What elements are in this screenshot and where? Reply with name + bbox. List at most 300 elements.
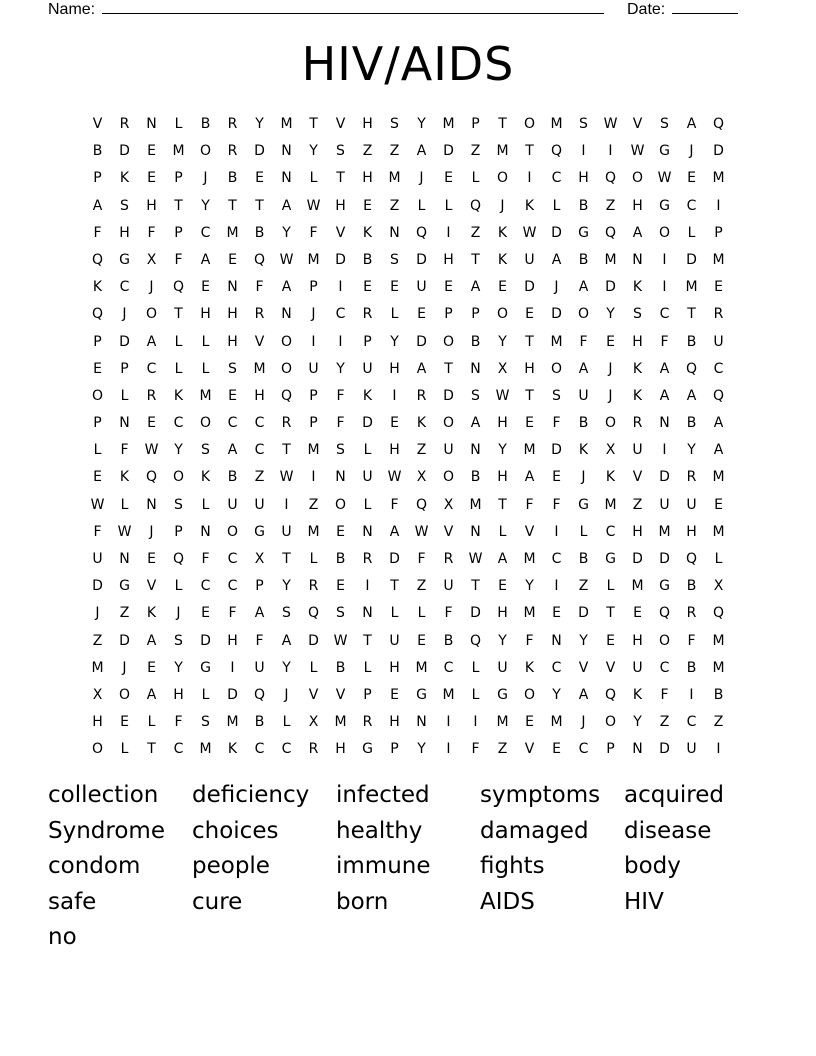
grid-letter: L (309, 551, 318, 567)
grid-letter: L (471, 659, 480, 676)
grid-letter: Z (605, 197, 616, 214)
grid-letter: E (606, 632, 615, 649)
grid-letter: I (554, 523, 559, 540)
grid-letter: F (255, 279, 264, 296)
grid-letter: Z (416, 578, 427, 595)
grid-letter: P (93, 415, 102, 432)
grid-letter: L (120, 387, 129, 404)
grid-letter: U (443, 578, 454, 595)
grid-letter: L (309, 170, 318, 187)
grid-letter: Z (470, 224, 481, 241)
grid-letter: B (470, 469, 481, 486)
grid-letter: G (416, 686, 427, 703)
grid-letter: X (416, 469, 427, 486)
grid-letter: I (446, 224, 451, 241)
grid-letter: A (416, 360, 427, 377)
grid-letter: L (174, 578, 183, 595)
grid-letter: U (686, 496, 697, 513)
grid-letter: Q (91, 251, 104, 268)
grid-letter: T (282, 551, 291, 567)
grid-letter: M (280, 116, 293, 132)
grid-letter: P (606, 741, 615, 758)
grid-letter: C (605, 523, 616, 540)
grid-letter: A (578, 279, 589, 296)
grid-letter: T (228, 197, 237, 214)
grid-letter: L (174, 333, 183, 350)
grid-letter: V (524, 523, 535, 540)
grid-letter: L (471, 170, 480, 187)
grid-letter: O (604, 714, 617, 731)
word-bank-item: AIDS (480, 888, 535, 915)
grid-letter: I (473, 714, 478, 731)
grid-letter: M (469, 496, 482, 513)
grid-letter: E (417, 306, 426, 323)
word-bank-item: symptoms (480, 782, 601, 808)
grid-letter: M (550, 714, 563, 731)
name-label: Name: (48, 1, 96, 18)
grid-letter: X (713, 578, 724, 595)
grid-letter: M (712, 659, 725, 676)
grid-letter: L (552, 197, 561, 214)
grid-letter: Z (659, 714, 670, 731)
grid-letter: X (308, 714, 319, 731)
grid-letter: H (389, 714, 400, 731)
grid-letter: E (552, 605, 561, 622)
grid-letter: I (311, 333, 316, 350)
grid-letter: Q (604, 224, 617, 241)
grid-letter: O (550, 360, 563, 377)
grid-letter: D (443, 387, 454, 404)
grid-letter: O (199, 415, 212, 432)
grid-row (84, 165, 732, 192)
grid-letter: H (443, 251, 454, 268)
date-label: Date: (627, 1, 666, 18)
grid-letter: M (91, 659, 104, 676)
word-bank-item: choices (192, 817, 279, 844)
grid-letter: Y (390, 333, 399, 350)
grid-letter: J (122, 659, 127, 676)
grid-letter: Z (632, 496, 643, 513)
grid-letter: E (390, 686, 399, 703)
grid-letter: H (173, 686, 184, 703)
grid-letter: P (309, 387, 318, 404)
grid-letter: A (416, 143, 427, 160)
grid-letter: D (200, 632, 211, 649)
grid-letter: L (363, 442, 372, 459)
grid-letter: L (201, 686, 210, 703)
grid-letter: U (416, 279, 427, 296)
grid-letter: Q (712, 605, 725, 622)
grid-letter: Z (416, 442, 427, 459)
grid-letter: D (659, 741, 670, 758)
grid-letter: U (92, 551, 103, 567)
grid-letter: C (578, 741, 589, 758)
grid-letter: R (362, 306, 373, 323)
grid-letter: C (227, 415, 238, 432)
grid-letter: X (443, 496, 454, 513)
grid-letter: O (145, 306, 158, 323)
grid-letter: O (172, 469, 185, 486)
grid-row (84, 410, 732, 437)
grid-letter: L (687, 224, 696, 241)
grid-letter: H (632, 197, 643, 214)
grid-letter: Z (578, 578, 589, 595)
grid-letter: U (362, 469, 373, 486)
grid-letter: K (632, 387, 643, 404)
grid-letter: I (662, 442, 667, 459)
grid-letter: A (389, 523, 400, 540)
grid-letter: C (281, 741, 292, 758)
grid-letter: N (335, 469, 346, 486)
grid-letter: H (578, 170, 589, 187)
grid-letter: T (444, 360, 453, 377)
grid-letter: F (687, 632, 696, 649)
grid-letter: U (389, 632, 400, 649)
grid-letter: M (307, 251, 320, 268)
grid-letter: E (93, 469, 102, 486)
grid-row (84, 464, 732, 491)
grid-letter: W (306, 197, 321, 214)
grid-letter: B (335, 551, 346, 567)
grid-letter: O (658, 224, 671, 241)
grid-letter: N (281, 306, 292, 323)
grid-letter: K (497, 224, 508, 241)
word-bank-item: infected (336, 782, 430, 808)
grid-letter: F (417, 551, 426, 567)
grid-letter: L (417, 605, 426, 622)
grid-letter: H (362, 170, 373, 187)
grid-letter: W (414, 523, 429, 540)
grid-letter: W (279, 469, 294, 486)
grid-letter: T (282, 442, 291, 459)
date-blank-line[interactable] (672, 0, 738, 14)
grid-letter: V (308, 686, 319, 703)
grid-letter: E (336, 578, 345, 595)
grid-letter: S (579, 116, 588, 132)
grid-letter: Q (253, 251, 266, 268)
grid-letter: E (336, 523, 345, 540)
grid-letter: L (309, 659, 318, 676)
grid-letter: W (117, 523, 132, 540)
grid-row (84, 274, 732, 301)
grid-letter: I (446, 714, 451, 731)
grid-letter: T (147, 741, 156, 758)
grid-letter: F (471, 741, 480, 758)
grid-row (84, 573, 732, 600)
grid-letter: V (335, 224, 346, 241)
grid-letter: L (93, 442, 102, 459)
grid-letter: L (363, 659, 372, 676)
grid-letter: S (174, 632, 183, 649)
grid-letter: N (470, 360, 481, 377)
grid-letter: K (497, 251, 508, 268)
grid-letter: B (686, 333, 697, 350)
grid-letter: O (226, 523, 239, 540)
word-bank-item: body (624, 853, 681, 880)
grid-letter: F (147, 224, 156, 241)
grid-letter: G (578, 224, 589, 241)
grid-letter: K (632, 686, 643, 703)
word-bank-item: damaged (480, 817, 589, 844)
grid-letter: V (92, 116, 103, 132)
grid-letter: P (93, 333, 102, 350)
grid-letter: R (362, 714, 373, 731)
grid-letter: U (632, 659, 643, 676)
grid-letter: L (498, 523, 507, 540)
grid-row (84, 329, 732, 356)
grid-letter: M (307, 523, 320, 540)
grid-letter: M (334, 714, 347, 731)
grid-letter: F (579, 333, 588, 350)
grid-letter: M (712, 251, 725, 268)
grid-letter: E (120, 714, 129, 731)
grid-letter: H (389, 659, 400, 676)
grid-letter: C (551, 659, 562, 676)
grid-letter: K (227, 741, 238, 758)
grid-letter: I (392, 387, 397, 404)
grid-letter: J (284, 686, 289, 703)
grid-letter: Z (92, 632, 103, 649)
grid-letter: G (119, 251, 130, 268)
grid-letter: A (551, 251, 562, 268)
grid-letter: T (174, 197, 183, 214)
grid-letter: S (228, 360, 237, 377)
grid-letter: D (713, 143, 724, 160)
grid-row (84, 628, 732, 655)
grid-letter: N (362, 523, 373, 540)
grid-letter: Z (119, 605, 130, 622)
grid-letter: V (254, 333, 265, 350)
grid-letter: E (147, 659, 156, 676)
grid-letter: U (713, 333, 724, 350)
grid-letter: V (578, 659, 589, 676)
grid-letter: H (254, 387, 265, 404)
grid-letter: E (363, 279, 372, 296)
grid-letter: P (255, 578, 264, 595)
grid-letter: I (716, 741, 721, 758)
grid-letter: M (442, 116, 455, 132)
grid-row (84, 546, 732, 573)
grid-letter: E (606, 333, 615, 350)
grid-letter: T (606, 605, 615, 622)
word-bank-item: Syndrome (48, 817, 165, 844)
grid-letter: B (335, 659, 346, 676)
grid-letter: M (226, 714, 239, 731)
word-bank-item: acquired (624, 782, 725, 808)
grid-letter: D (119, 632, 130, 649)
grid-letter: G (659, 143, 670, 160)
grid-letter: P (309, 415, 318, 432)
grid-letter: I (365, 578, 370, 595)
grid-letter: B (578, 251, 589, 268)
grid-letter: I (662, 251, 667, 268)
grid-letter: H (632, 632, 643, 649)
grid-letter: U (254, 496, 265, 513)
grid-letter: C (551, 551, 562, 567)
grid-letter: G (659, 197, 670, 214)
grid-letter: E (498, 578, 507, 595)
grid-letter: K (605, 469, 616, 486)
grid-letter: B (713, 686, 724, 703)
grid-letter: Q (685, 360, 698, 377)
grid-letter: Q (604, 686, 617, 703)
grid-letter: N (146, 496, 157, 513)
grid-letter: Q (172, 551, 185, 567)
grid-letter: B (578, 197, 589, 214)
grid-letter: J (581, 469, 586, 486)
grid-letter: M (388, 170, 401, 187)
grid-letter: S (336, 605, 345, 622)
grid-letter: Q (604, 170, 617, 187)
grid-letter: F (660, 333, 669, 350)
word-bank-item: deficiency (192, 782, 310, 808)
grid-letter: D (659, 551, 670, 567)
grid-letter: C (335, 306, 346, 323)
grid-letter: Y (174, 442, 183, 459)
grid-letter: A (254, 605, 265, 622)
grid-letter: W (90, 496, 105, 513)
grid-letter: P (174, 170, 183, 187)
grid-letter: I (662, 279, 667, 296)
grid-letter: N (470, 442, 481, 459)
grid-letter: A (146, 686, 157, 703)
grid-letter: A (497, 551, 508, 567)
grid-letter: Q (253, 686, 266, 703)
grid-letter: H (92, 714, 103, 731)
grid-letter: K (632, 360, 643, 377)
grid-letter: Q (712, 387, 725, 404)
grid-letter: C (659, 659, 670, 676)
grid-letter: D (659, 469, 670, 486)
grid-letter: A (686, 116, 697, 132)
grid-letter: M (496, 714, 509, 731)
grid-letter: V (335, 686, 346, 703)
grid-letter: J (689, 143, 694, 160)
grid-letter: K (119, 170, 130, 187)
grid-letter: T (525, 387, 534, 404)
grid-letter: F (255, 632, 264, 649)
grid-letter: O (199, 143, 212, 160)
grid-letter: L (174, 116, 183, 132)
grid-letter: I (608, 143, 613, 160)
grid-letter: D (632, 551, 643, 567)
grid-letter: W (468, 551, 483, 567)
grid-letter: J (608, 360, 613, 377)
grid-letter: M (496, 143, 509, 160)
grid-letter: O (334, 496, 347, 513)
grid-letter: H (119, 224, 130, 241)
grid-letter: H (524, 360, 535, 377)
grid-letter: A (281, 197, 292, 214)
grid-letter: Q (685, 551, 698, 567)
grid-row (84, 193, 732, 220)
grid-row (84, 655, 732, 682)
grid-letter: I (581, 143, 586, 160)
grid-letter: X (497, 360, 508, 377)
grid-letter: E (633, 605, 642, 622)
grid-letter: A (659, 387, 670, 404)
grid-letter: T (255, 197, 264, 214)
grid-letter: A (470, 415, 481, 432)
grid-letter: R (146, 387, 157, 404)
grid-letter: Y (201, 197, 210, 214)
grid-letter: G (578, 496, 589, 513)
grid-letter: O (118, 686, 131, 703)
grid-letter: E (228, 251, 237, 268)
grid-letter: J (149, 523, 154, 540)
grid-letter: I (554, 578, 559, 595)
grid-letter: P (390, 741, 399, 758)
grid-letter: Z (389, 143, 400, 160)
name-blank-line[interactable] (102, 0, 604, 14)
date-field (627, 0, 738, 19)
grid-row (84, 111, 732, 138)
grid-letter: A (281, 632, 292, 649)
grid-letter: L (282, 714, 291, 731)
grid-letter: E (552, 469, 561, 486)
grid-letter: J (500, 197, 505, 214)
word-bank (48, 778, 768, 956)
grid-letter: D (335, 251, 346, 268)
grid-letter: N (416, 714, 427, 731)
grid-letter: E (417, 632, 426, 649)
grid-letter: N (119, 551, 130, 567)
grid-letter: R (227, 143, 238, 160)
grid-letter: V (443, 523, 454, 540)
grid-letter: R (713, 306, 724, 323)
grid-letter: W (333, 632, 348, 649)
grid-letter: N (389, 224, 400, 241)
grid-letter: U (659, 496, 670, 513)
grid-letter: U (686, 741, 697, 758)
grid-letter: K (524, 659, 535, 676)
grid-row (84, 709, 732, 736)
grid-letter: W (144, 442, 159, 459)
grid-letter: Q (91, 306, 104, 323)
grid-letter: H (227, 632, 238, 649)
grid-letter: C (200, 224, 211, 241)
grid-letter: G (362, 741, 373, 758)
grid-letter: C (227, 551, 238, 567)
grid-letter: T (174, 306, 183, 323)
grid-letter: B (362, 251, 373, 268)
puzzle-title: HIV/AIDS (301, 37, 515, 91)
grid-letter: J (122, 306, 127, 323)
grid-letter: K (578, 442, 589, 459)
grid-letter: W (630, 143, 645, 160)
grid-letter: Q (658, 605, 671, 622)
grid-row (84, 247, 732, 274)
grid-row (84, 492, 732, 519)
grid-letter: N (470, 523, 481, 540)
grid-letter: Q (280, 387, 293, 404)
grid-letter: T (390, 578, 399, 595)
grid-letter: F (390, 496, 399, 513)
grid-letter: Y (498, 632, 507, 649)
grid-letter: Q (712, 116, 725, 132)
grid-letter: J (311, 306, 316, 323)
grid-letter: D (92, 578, 103, 595)
grid-letter: F (336, 415, 345, 432)
grid-letter: A (524, 469, 535, 486)
grid-letter: E (444, 279, 453, 296)
grid-letter: X (146, 251, 157, 268)
grid-letter: T (471, 251, 480, 268)
grid-letter: L (471, 686, 480, 703)
grid-letter: M (199, 741, 212, 758)
grid-letter: L (120, 741, 129, 758)
grid-letter: H (200, 306, 211, 323)
